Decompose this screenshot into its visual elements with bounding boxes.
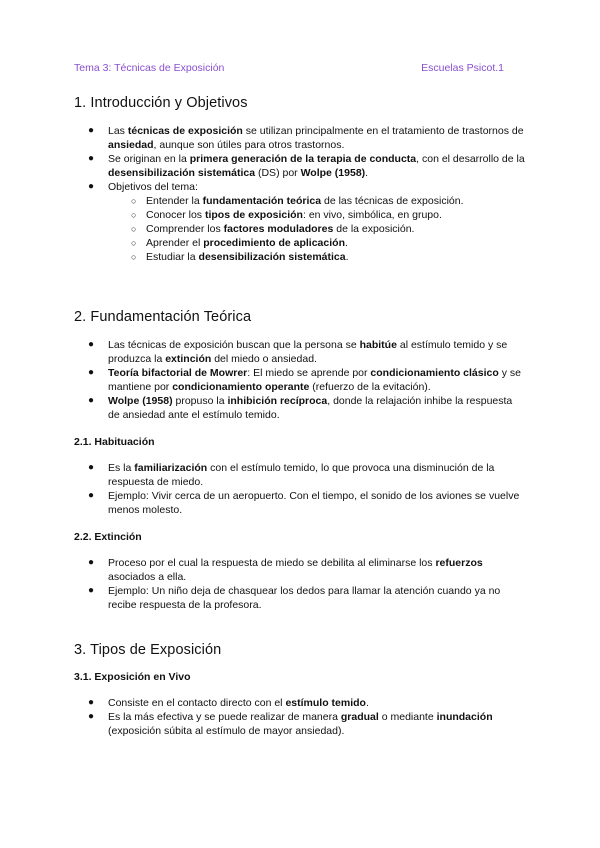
bullet-icon: ● (88, 711, 95, 722)
text-run: asociados a ella. (108, 571, 187, 583)
bold-term: inhibición recíproca (227, 395, 328, 407)
bullet-icon: ● (88, 153, 95, 164)
bullet-icon: ● (88, 462, 95, 473)
list-item (74, 180, 526, 264)
bullet-icon: ● (88, 490, 95, 501)
list-item (74, 696, 526, 710)
subsection-2-1-list (74, 461, 526, 517)
bold-term: Teoría bifactorial de Mowrer (108, 367, 248, 379)
subsection-3-1-heading: 3.1. Exposición en Vivo (74, 671, 191, 683)
subsection-3-1-list (74, 696, 526, 738)
list-item (74, 124, 526, 152)
bullet-icon: ● (88, 697, 95, 708)
bullet-icon: ● (88, 585, 95, 596)
bold-term: habitúe (359, 339, 397, 351)
text-run: : en vivo, simbólica, en grupo. (302, 209, 442, 221)
rich-text (108, 462, 494, 488)
bold-term: factores moduladores (223, 223, 334, 235)
circle-bullet-icon: ○ (131, 238, 137, 248)
text-run: Se originan en la (108, 153, 190, 165)
rich-text (108, 367, 521, 393)
rich-text (146, 209, 442, 221)
text-run: Las (108, 125, 128, 137)
text-run: de las técnicas de exposición. (321, 195, 464, 207)
bold-term: condicionamiento clásico (370, 367, 499, 379)
text-run: con el estímulo temido, lo que provoca una disminución de la respuesta de miedo. (108, 462, 495, 488)
text-run: Comprender los (146, 223, 224, 235)
bold-term: Wolpe (1958) (300, 167, 366, 179)
text-run: . (344, 237, 348, 249)
text-run: Proceso por el cual la respuesta de miedo se debilita al eliminarse los (108, 557, 436, 569)
bold-term: familiarización (134, 462, 208, 474)
rich-text (108, 125, 524, 151)
subsection-2-2-list (74, 556, 526, 612)
bold-term: técnicas de exposición (127, 125, 243, 137)
text-run: (exposición súbita al estímulo de mayor ansiedad). (108, 725, 345, 737)
text-run: (DS) por (255, 167, 301, 179)
text-run: Es la más efectiva y se puede realizar de manera (108, 711, 341, 723)
circle-bullet-icon: ○ (131, 252, 137, 262)
bold-term: ansiedad (108, 139, 154, 151)
bullet-icon: ● (88, 557, 95, 568)
bullet-icon: ● (88, 339, 95, 350)
sub-list-item (108, 250, 526, 264)
list-text: Ejemplo: Vivir cerca de un aeropuerto. Con el tiempo, el sonido de los aviones se vuelve menos molesto. (108, 490, 520, 516)
text-run: Conocer los (146, 209, 205, 221)
objectives-sublist (108, 194, 526, 264)
list-item (74, 584, 526, 612)
header-course: Escuelas Psicot.1 (421, 62, 504, 74)
text-run: Es la (108, 462, 135, 474)
rich-text (108, 395, 512, 421)
text-run: al estímulo temido y se produzca la (108, 339, 508, 365)
sub-list-item (108, 208, 526, 222)
circle-bullet-icon: ○ (131, 210, 137, 220)
bold-term: procedimiento de aplicación (203, 237, 345, 249)
bullet-icon: ● (88, 181, 95, 192)
list-item (74, 152, 526, 180)
bold-term: Wolpe (1958) (108, 395, 173, 407)
text-run: o mediante (378, 711, 437, 723)
section-2-list (74, 338, 526, 422)
header-topic: Tema 3: Técnicas de Exposición (74, 62, 225, 74)
section-3-heading: 3. Tipos de Exposición (74, 642, 222, 658)
list-item (74, 461, 526, 489)
text-run: Consiste en el contacto directo con el (108, 697, 286, 709)
bullet-icon: ● (88, 125, 95, 136)
circle-bullet-icon: ○ (131, 224, 137, 234)
sub-list-item (108, 236, 526, 250)
text-run: Estudiar la (146, 251, 199, 263)
bold-term: desensibilización sistemática (198, 251, 346, 263)
text-run: del miedo o ansiedad. (211, 353, 317, 365)
bullet-icon: ● (88, 367, 95, 378)
document-body (74, 94, 526, 738)
list-item (74, 366, 526, 394)
list-item (74, 556, 526, 584)
sub-list-item (108, 194, 526, 208)
bold-term: fundamentación teórica (202, 195, 322, 207)
rich-text (146, 251, 349, 263)
list-item (74, 489, 526, 517)
text-run: (refuerzo de la evitación). (309, 381, 431, 393)
text-run: , donde la relajación inhibe la respuesta de ansiedad ante el estímulo temido. (108, 395, 513, 421)
text-run: . (345, 251, 349, 263)
bold-term: refuerzos (435, 557, 483, 569)
rich-text (108, 697, 369, 709)
text-run: Aprender el (146, 237, 204, 249)
circle-bullet-icon: ○ (131, 196, 137, 206)
text-run: de la exposición. (333, 223, 415, 235)
rich-text (146, 223, 414, 235)
bold-term: condicionamiento operante (172, 381, 310, 393)
text-run: , aunque son útiles para otros trastornos. (153, 139, 345, 151)
text-run: : El miedo se aprende por (247, 367, 371, 379)
section-2-heading: 2. Fundamentación Teórica (74, 309, 252, 325)
bold-term: tipos de exposición (204, 209, 303, 221)
rich-text (108, 557, 483, 583)
text-run: se utilizan principalmente en el tratamiento de trastornos de (242, 125, 524, 137)
bold-term: inundación (436, 711, 493, 723)
text-run: Las técnicas de exposición buscan que la persona se (108, 339, 360, 351)
list-text: Objetivos del tema: (108, 181, 198, 193)
bold-term: estímulo temido (285, 697, 366, 709)
list-item (74, 338, 526, 366)
subsection-2-2-heading: 2.2. Extinción (74, 531, 142, 543)
rich-text (108, 339, 507, 365)
list-text: Ejemplo: Un niño deja de chasquear los dedos para llamar la atención cuando ya no recibe respuesta de la profesora. (108, 585, 501, 611)
subsection-2-1-heading: 2.1. Habituación (74, 436, 155, 448)
text-run: Entender la (146, 195, 203, 207)
rich-text (108, 711, 493, 737)
bold-term: desensibilización sistemática (108, 167, 256, 179)
rich-text (146, 195, 464, 207)
text-run: , con el desarrollo de la (416, 153, 525, 165)
text-run: y se mantiene por (108, 367, 521, 393)
text-run: . (365, 697, 369, 709)
text-run: propuso la (172, 395, 228, 407)
bold-term: extinción (165, 353, 212, 365)
sub-list-item (108, 222, 526, 236)
list-item (74, 394, 526, 422)
rich-text (146, 237, 348, 249)
bold-term: gradual (340, 711, 379, 723)
page-header (74, 61, 504, 75)
list-item (74, 710, 526, 738)
bullet-icon: ● (88, 395, 95, 406)
rich-text (108, 153, 525, 179)
section-1-heading: 1. Introducción y Objetivos (74, 95, 248, 111)
section-1-list (74, 124, 526, 264)
bold-term: primera generación de la terapia de conducta (189, 153, 417, 165)
text-run: . (365, 167, 369, 179)
